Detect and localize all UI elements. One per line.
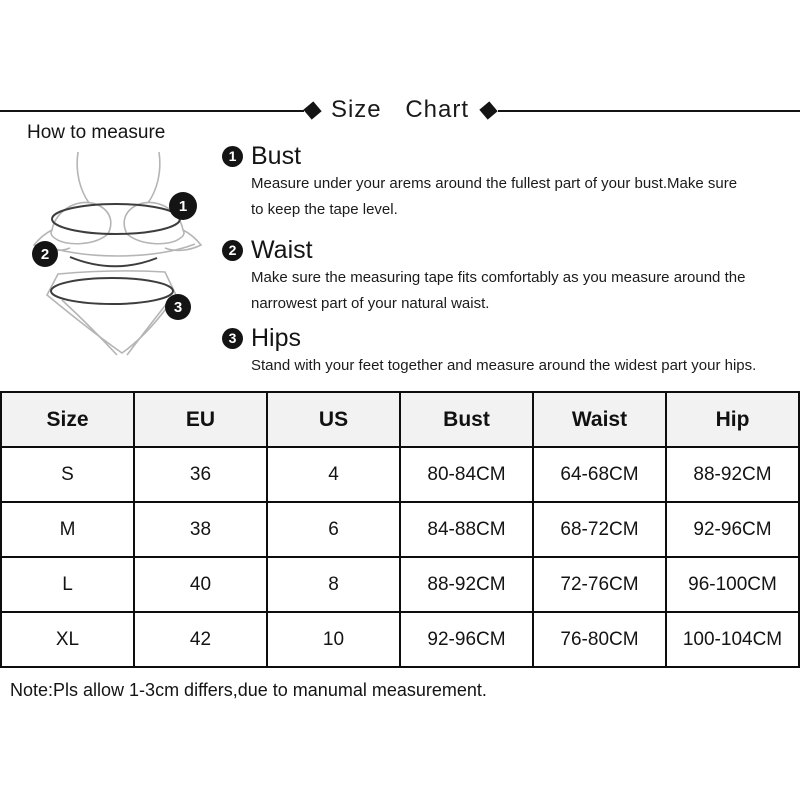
table-row-s [1,447,799,502]
cell-bust: 88-92CM [400,557,533,612]
instruction-bust [222,142,800,223]
measuring-instructions [222,142,800,392]
cell-eu: 42 [134,612,267,667]
col-header-eu: EU [134,392,267,447]
instruction-waist-text-line1: Make sure the measuring tape fits comfortably as you measure around the [251,269,746,286]
cell-eu: 36 [134,447,267,502]
hip-tape-line [51,278,173,304]
instruction-bust-text-line1: Measure under your arems around the fullest part of your bust.Make sure [251,175,738,192]
cell-hip: 96-100CM [666,557,799,612]
step-3-badge: 3 [222,328,243,349]
step-2-badge: 2 [222,240,243,261]
cell-us: 8 [267,557,400,612]
badge-3-number: 3 [173,299,183,316]
step-1-badge: 1 [222,146,243,167]
instruction-waist-label: Waist [251,236,313,264]
waist-tape-line [70,257,157,266]
cell-size: S [1,447,134,502]
cell-hip: 88-92CM [666,447,799,502]
size-table-header-row [1,392,799,447]
header-rule-right [498,110,800,112]
cell-size: XL [1,612,134,667]
col-header-hip: Hip [666,392,799,447]
instruction-hips-text-line1: Stand with your feet together and measure around the widest part your hips. [251,357,757,374]
cell-size: L [1,557,134,612]
cell-us: 4 [267,447,400,502]
cell-eu: 40 [134,557,267,612]
size-table [0,391,800,668]
instruction-waist [222,236,800,317]
instruction-bust-text-line2: to keep the tape level. [251,201,398,218]
table-row-m [1,502,799,557]
how-to-measure-label: How to measure [27,122,166,143]
page-title: Size Chart [330,96,470,123]
instruction-hips [222,324,800,379]
col-header-size: Size [1,392,134,447]
cell-bust: 92-96CM [400,612,533,667]
instruction-hips-heading [222,324,800,353]
cell-waist: 72-76CM [533,557,666,612]
cell-bust: 80-84CM [400,447,533,502]
bikini-bottom-sketch [47,271,176,355]
cell-size: M [1,502,134,557]
badge-1-number: 1 [178,198,188,215]
col-header-us: US [267,392,400,447]
badge-2-number: 2 [40,246,50,263]
table-row-xl [1,612,799,667]
cell-waist: 68-72CM [533,502,666,557]
cell-waist: 64-68CM [533,447,666,502]
instruction-bust-heading [222,142,800,171]
cell-waist: 76-80CM [533,612,666,667]
cell-us: 10 [267,612,400,667]
instruction-bust-label: Bust [251,142,302,170]
bust-tape-line [52,204,180,234]
instruction-waist-text-line2: narrowest part of your natural waist. [251,295,490,312]
measurement-note: Note:Pls allow 1-3cm differs,due to manumal measurement. [10,680,487,700]
col-header-bust: Bust [400,392,533,447]
cell-bust: 84-88CM [400,502,533,557]
cell-eu: 38 [134,502,267,557]
instruction-waist-heading [222,236,800,265]
table-row-l [1,557,799,612]
col-header-waist: Waist [533,392,666,447]
cell-hip: 92-96CM [666,502,799,557]
bikini-measure-illustration [20,148,225,363]
cell-hip: 100-104CM [666,612,799,667]
cell-us: 6 [267,502,400,557]
instruction-hips-label: Hips [251,324,302,352]
